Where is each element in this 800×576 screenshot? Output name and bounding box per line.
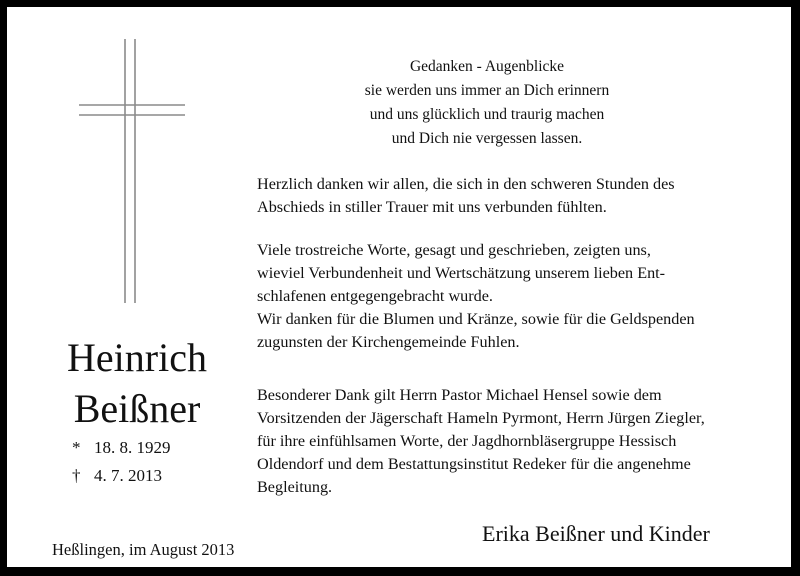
poem-line: und Dich nie vergessen lassen. — [391, 130, 583, 147]
text-line: Wir danken für die Blumen und Kränze, sowie für die Geldspenden — [257, 310, 695, 328]
place-and-date: Heßlingen, im August 2013 — [52, 540, 235, 559]
death-date: 4. 7. 2013 — [94, 466, 162, 485]
text-line: Begleitung. — [257, 478, 333, 496]
obituary-card — [5, 5, 793, 569]
text-line: wieviel Verbundenheit und Wertschätzung unserem lieben Ent- — [257, 264, 666, 282]
life-dates — [72, 434, 171, 490]
death-date-row — [72, 462, 171, 490]
thanks-paragraph-3 — [257, 384, 787, 499]
text-line: Oldendorf und dem Bestattungsinstitut Redeker für die angenehme — [257, 455, 691, 473]
text-line: schlafenen entgegengebracht wurde. — [257, 287, 493, 305]
death-dagger-icon: † — [72, 466, 81, 485]
deceased-first-name: Heinrich — [67, 335, 207, 380]
poem-line: Gedanken - Augenblicke — [409, 58, 565, 75]
text-line: Viele trostreiche Worte, gesagt und geschrieben, zeigten uns, — [257, 241, 651, 259]
text-line: Herzlich danken wir allen, die sich in den schweren Stunden des — [257, 175, 675, 193]
text-line: zugunsten der Kirchengemeinde Fuhlen. — [257, 333, 520, 351]
birth-star-icon: * — [72, 438, 81, 457]
deceased-last-name: Beißner — [73, 386, 201, 431]
thanks-paragraph-2 — [257, 239, 787, 354]
thanks-paragraph-1 — [257, 173, 787, 219]
text-line: Besonderer Dank gilt Herrn Pastor Michael Hensel sowie dem — [257, 386, 662, 404]
birth-date-row — [72, 434, 171, 462]
text-line: Vorsitzenden der Jägerschaft Hameln Pyrmont, Herrn Jürgen Ziegler, — [257, 409, 705, 427]
poem-line: und uns glücklich und traurig machen — [369, 106, 605, 123]
text-line: Abschieds in stiller Trauer mit uns verbunden fühlten. — [257, 198, 607, 216]
signature: Erika Beißner und Kinder — [482, 521, 710, 546]
text-line: für ihre einfühlsamen Worte, der Jagdhornbläsergruppe Hessisch — [257, 432, 677, 450]
poem-line: sie werden uns immer an Dich erinnern — [364, 82, 610, 99]
birth-date: 18. 8. 1929 — [94, 438, 171, 457]
cross-icon — [77, 37, 187, 305]
poem — [362, 55, 612, 151]
